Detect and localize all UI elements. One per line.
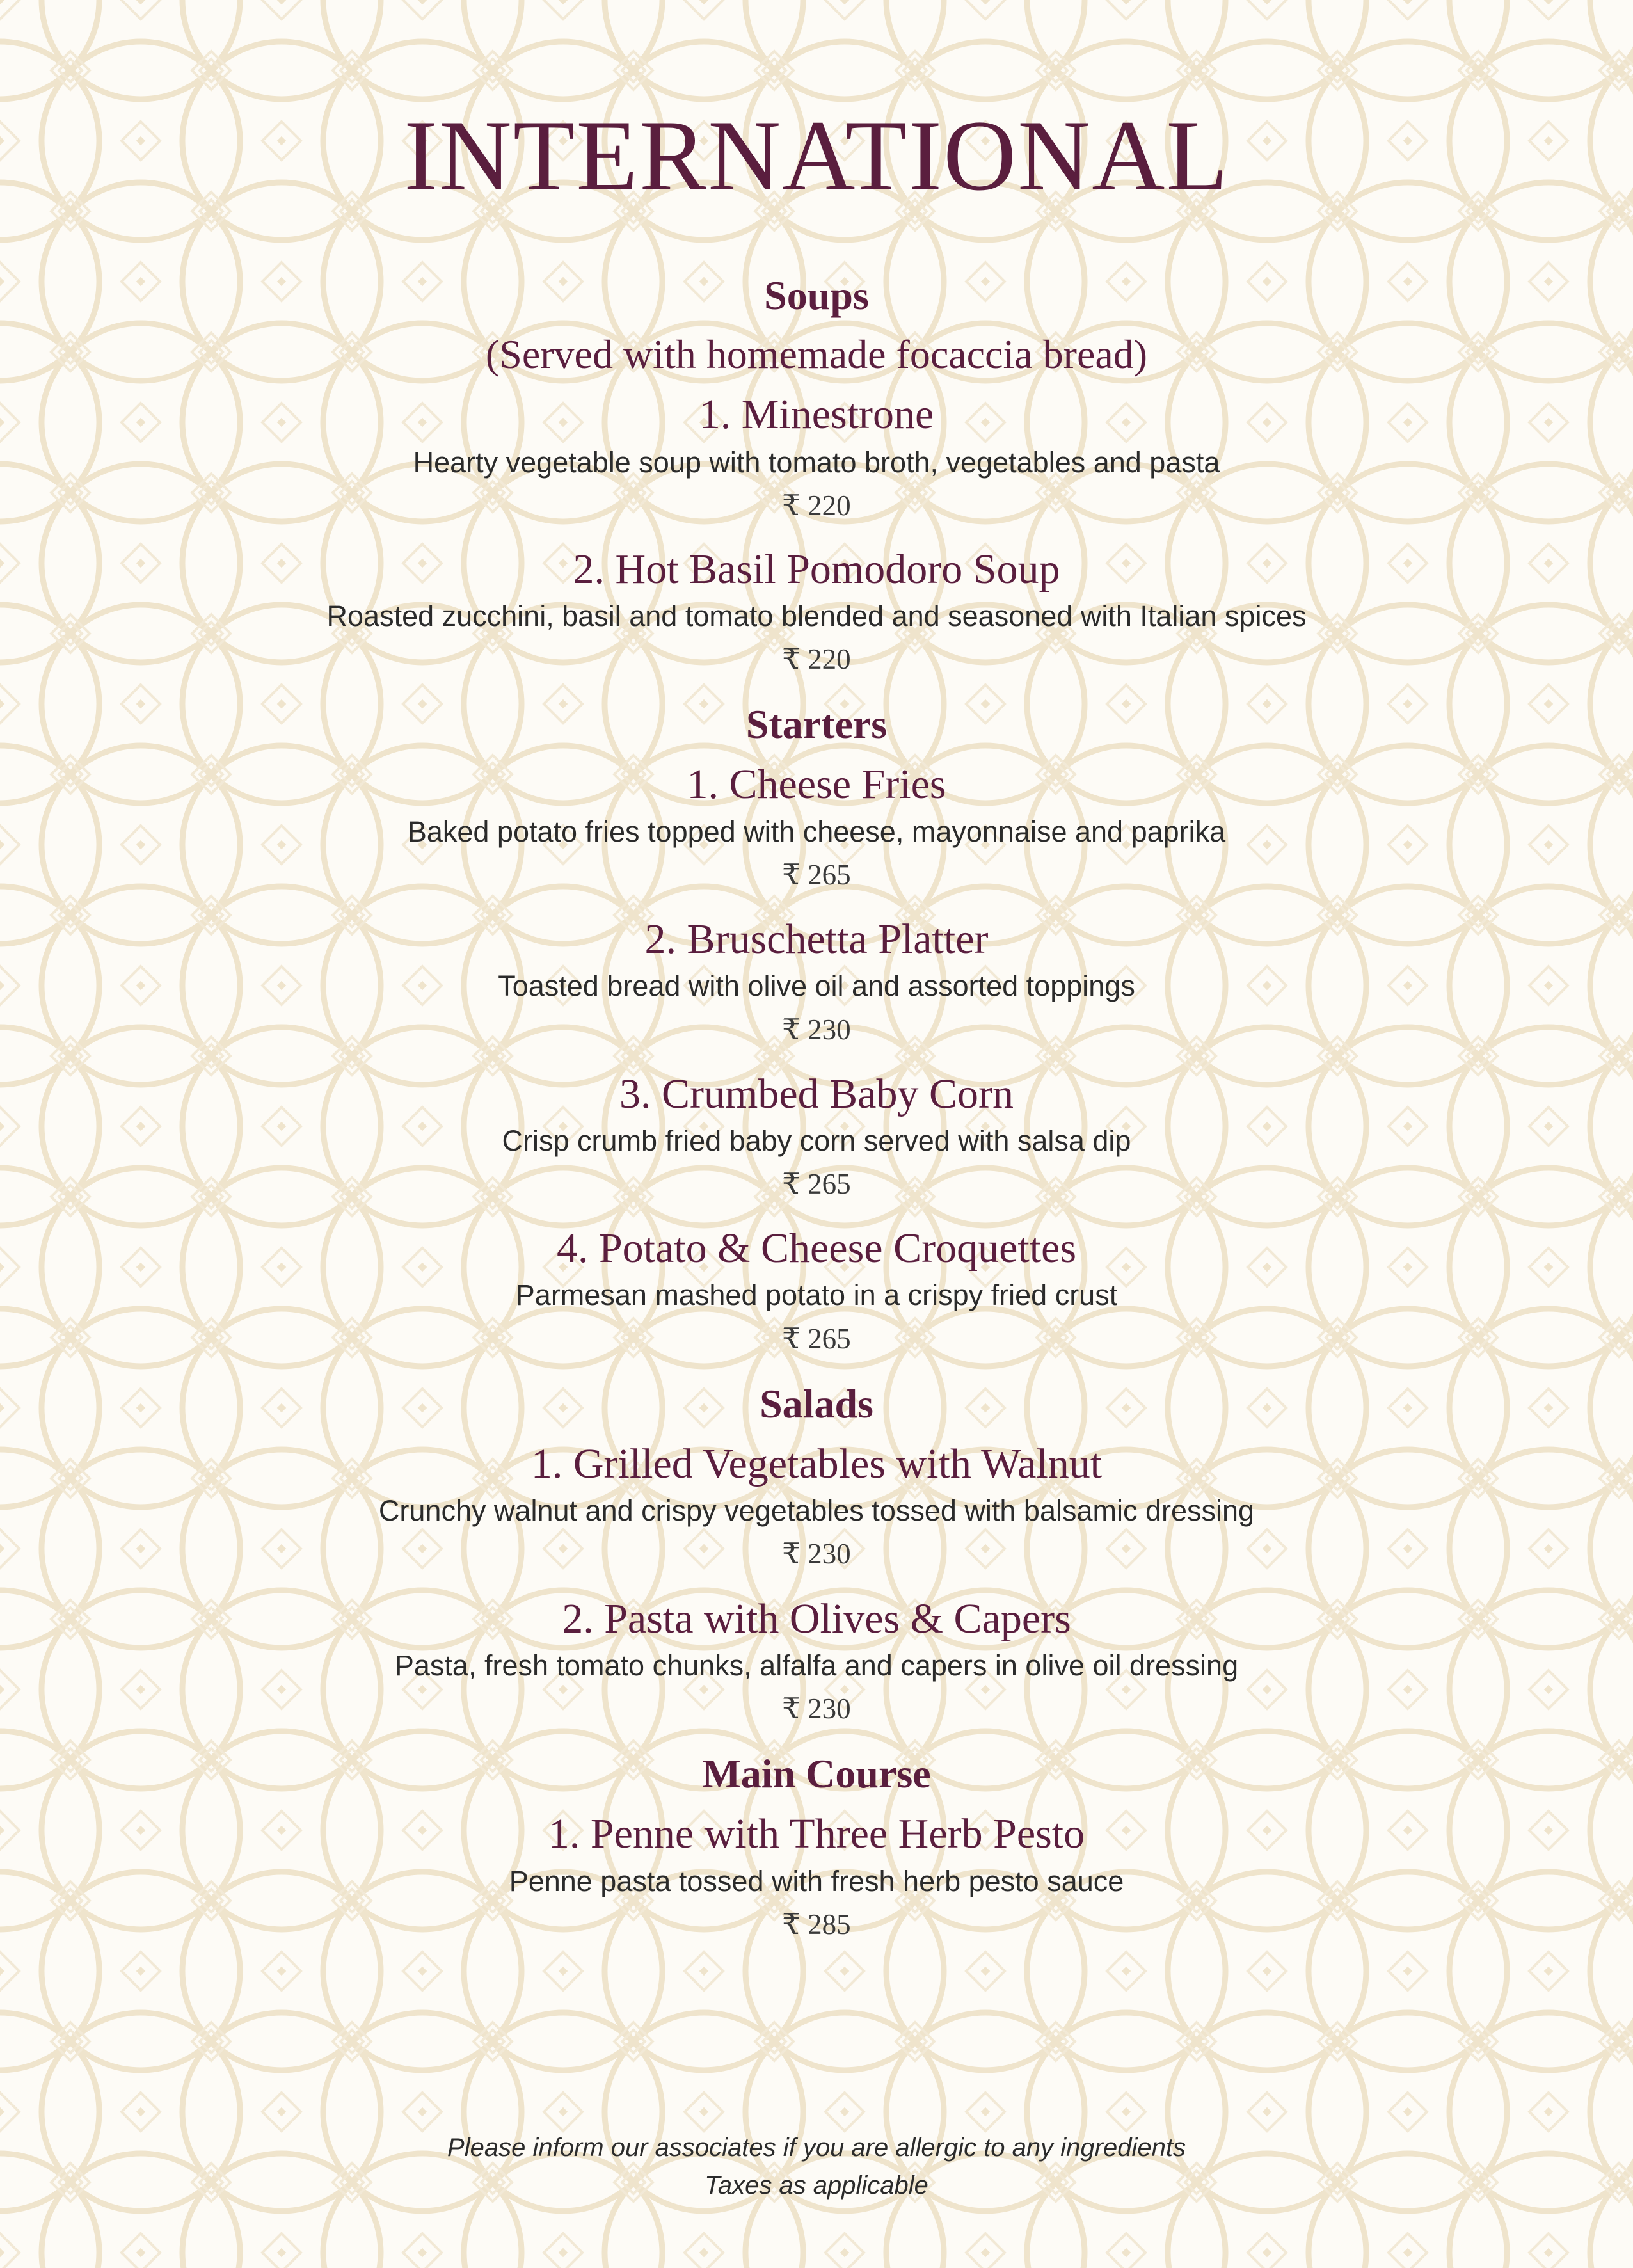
menu-item-name: 1. Cheese Fries [687,761,946,808]
menu-item-name: 1. Grilled Vegetables with Walnut [530,1441,1103,1487]
menu-item-name: 1. Penne with Three Herb Pesto [548,1810,1085,1857]
menu-item-price: ₹ 265 [782,1168,851,1200]
menu-item-description: Crunchy walnut and crispy vegetables tossed with balsamic dressing [378,1494,1255,1527]
menu-item-name: 2. Hot Basil Pomodoro Soup [573,546,1060,593]
section-heading-soups: Soups [764,273,869,318]
menu-item-description: Baked potato fries topped with cheese, mayonnaise and paprika [407,815,1226,848]
section-heading-starters: Starters [745,701,888,747]
menu-item-description: Pasta, fresh tomato chunks, alfalfa and capers in olive oil dressing [394,1649,1239,1682]
menu-item-description: Crisp crumb fried baby corn served with salsa dip [502,1124,1131,1157]
menu-item-description: Hearty vegetable soup with tomato broth, vegetables and pasta [413,446,1220,479]
menu-item-description: Toasted bread with olive oil and assorted toppings [498,970,1135,1002]
menu-item-price: ₹ 230 [782,1538,851,1570]
menu-item-description: Parmesan mashed potato in a crispy fried crust [515,1279,1118,1311]
menu-item-price: ₹ 285 [782,1908,851,1940]
menu-item-price: ₹ 230 [782,1014,851,1046]
menu-item-price: ₹ 230 [782,1693,851,1725]
menu-item-price: ₹ 220 [782,490,851,522]
section-heading-salads: Salads [760,1381,873,1426]
tax-note: Taxes as applicable [705,2171,928,2200]
menu-item-name: 1. Minestrone [699,391,934,438]
menu-item-price: ₹ 265 [782,859,851,891]
menu-item-price: ₹ 265 [782,1323,851,1355]
section-heading-main-course: Main Course [702,1751,931,1796]
allergy-note: Please inform our associates if you are allergic to any ingredients [447,2134,1186,2162]
menu-item-name: 2. Pasta with Olives & Capers [562,1595,1071,1642]
menu-item-name: 2. Bruschetta Platter [644,916,989,962]
menu-title: INTERNATIONAL [404,100,1229,212]
menu-item-description: Penne pasta tossed with fresh herb pesto sauce [509,1865,1124,1897]
menu-item-name: 3. Crumbed Baby Corn [619,1071,1014,1117]
section-note-soups: (Served with homemade focaccia bread) [485,331,1148,377]
menu-item-price: ₹ 220 [782,643,851,675]
menu-item-name: 4. Potato & Cheese Croquettes [556,1225,1077,1272]
menu-item-description: Roasted zucchini, basil and tomato blended and seasoned with Italian spices [326,600,1307,632]
